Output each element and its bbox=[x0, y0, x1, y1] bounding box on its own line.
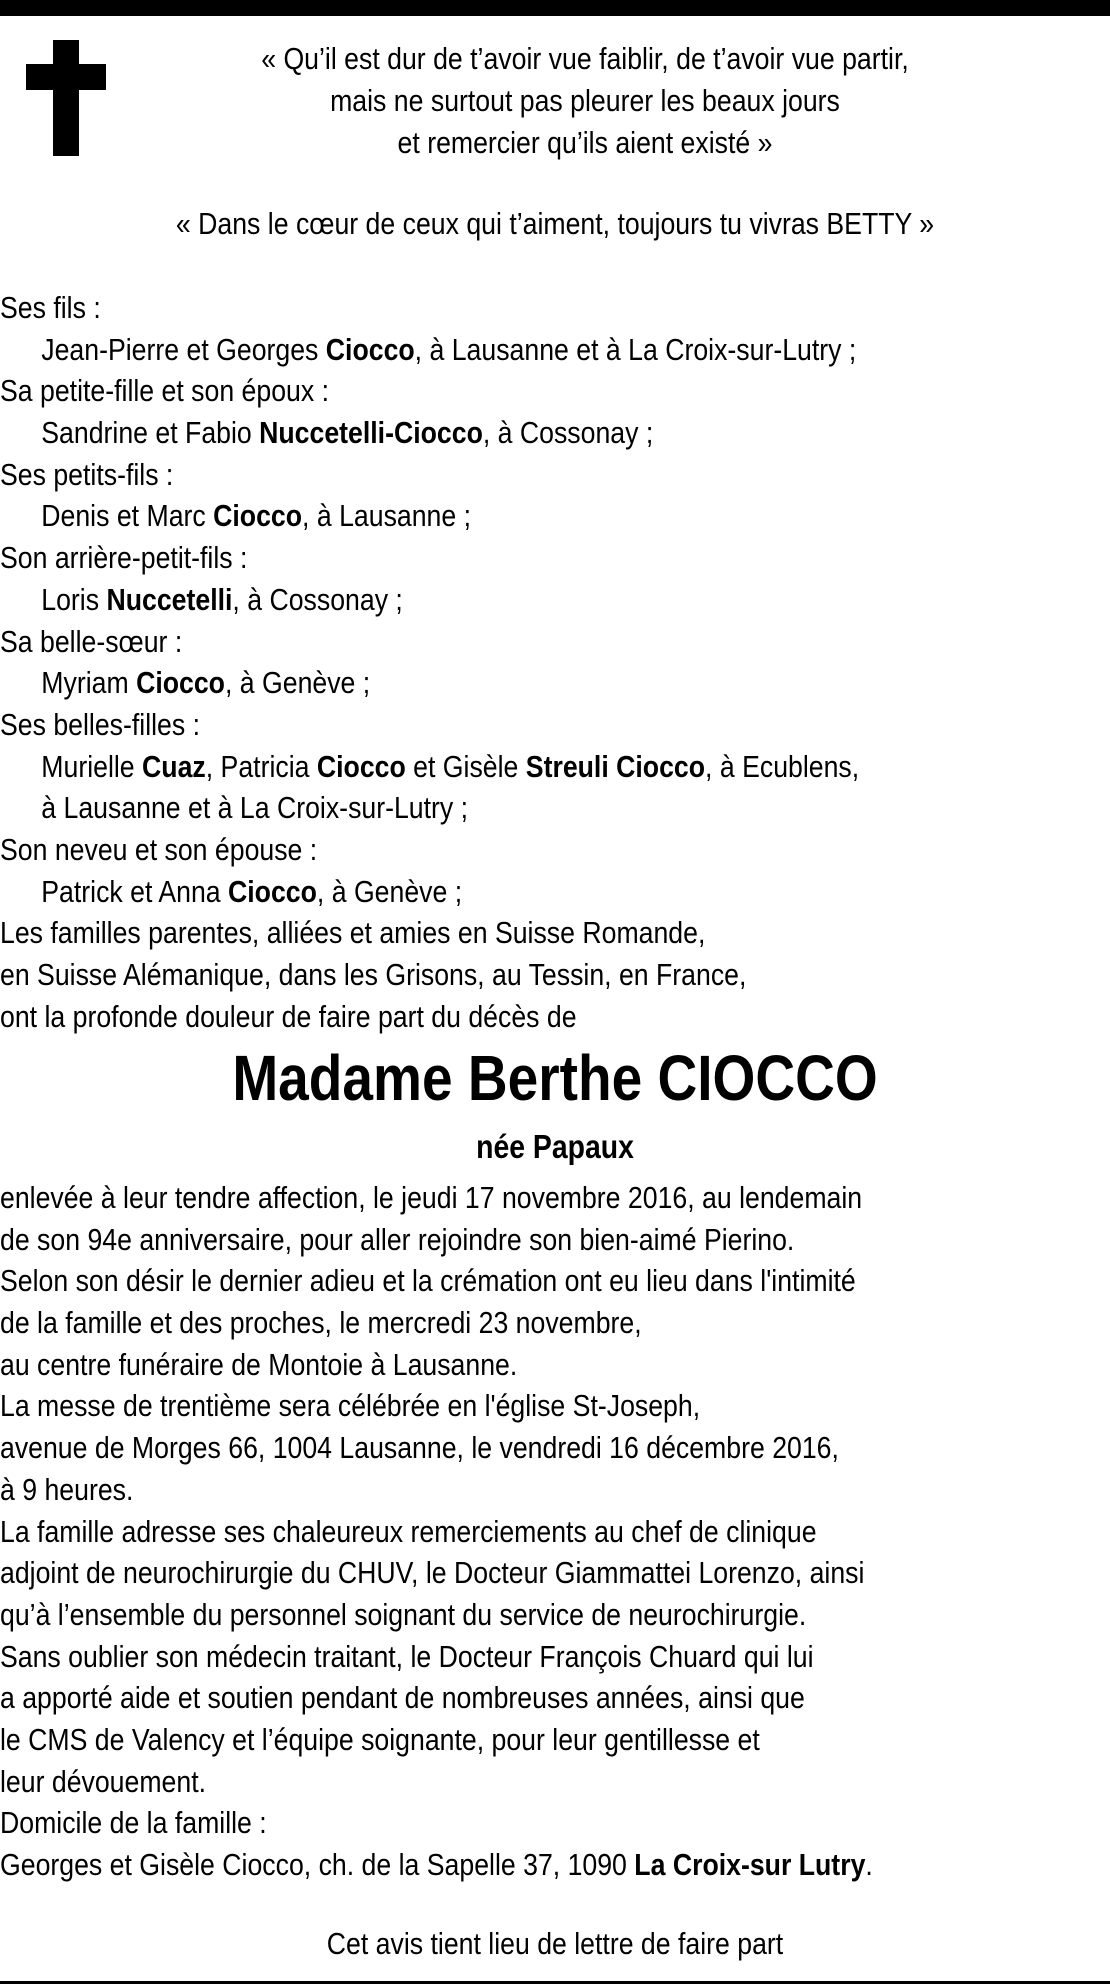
details-line: La messe de trentième sera célébrée en l'église St-Joseph, bbox=[0, 1388, 701, 1424]
greatgrandson-entry: Loris Nuccetelli, à Cossonay ; bbox=[41, 581, 403, 617]
cross-icon bbox=[26, 40, 106, 156]
maiden-name: née Papaux bbox=[476, 1128, 634, 1165]
daughtersinlaw-label: Ses belles-filles : bbox=[0, 706, 201, 742]
details-line: qu’à l’ensemble du personnel soignant du service de neurochirurgie. bbox=[0, 1596, 807, 1632]
daughtersinlaw-entry: Murielle Cuaz, Patricia Ciocco et Gisèle Streuli Ciocco, à Ecublens, bbox=[41, 748, 860, 784]
details-line: leur dévouement. bbox=[0, 1763, 207, 1799]
sisterinlaw-label: Sa belle-sœur : bbox=[0, 623, 183, 659]
details-line: adjoint de neurochirurgie du CHUV, le Docteur Giammattei Lorenzo, ainsi bbox=[0, 1555, 865, 1591]
betty-quote: « Dans le cœur de ceux qui t’aiment, toujours tu vivras BETTY » bbox=[175, 206, 935, 241]
family-list bbox=[0, 287, 1110, 1037]
quote-line: et remercier qu’ils aient existé » bbox=[397, 125, 773, 160]
daughtersinlaw-entry-cont: à Lausanne et à La Croix-sur-Lutry ; bbox=[41, 790, 469, 826]
details-line: Sans oublier son médecin traitant, le Docteur François Chuard qui lui bbox=[0, 1638, 814, 1674]
sons-label: Ses fils : bbox=[0, 290, 101, 325]
grandsons-entry: Denis et Marc Ciocco, à Lausanne ; bbox=[41, 498, 472, 534]
details-line: le CMS de Valency et l’équipe soignante, pour leur gentillesse et bbox=[0, 1721, 760, 1757]
nephew-label: Son neveu et son épouse : bbox=[0, 831, 318, 867]
details-line: à 9 heures. bbox=[0, 1471, 134, 1507]
nephew-entry: Patrick et Anna Ciocco, à Genève ; bbox=[41, 873, 463, 909]
top-border-rule bbox=[0, 0, 1110, 16]
granddaughter-label: Sa petite-fille et son époux : bbox=[0, 373, 330, 409]
details-line: de la famille et des proches, le mercredi 23 novembre, bbox=[0, 1305, 642, 1341]
sisterinlaw-entry: Myriam Ciocco, à Genève ; bbox=[41, 665, 371, 701]
relatives-line: Les familles parentes, alliées et amies en Suisse Romande, bbox=[0, 915, 706, 951]
relatives-line: ont la profonde douleur de faire part du décès de bbox=[0, 998, 577, 1034]
deceased-name: Madame Berthe CIOCCO bbox=[232, 1042, 878, 1114]
details-line: au centre funéraire de Montoie à Lausanne. bbox=[0, 1346, 518, 1382]
quote-line: mais ne surtout pas pleurer les beaux jours bbox=[330, 83, 840, 118]
quote-line: « Qu’il est dur de t’avoir vue faiblir, de t’avoir vue partir, bbox=[261, 41, 909, 76]
details-line: a apporté aide et soutien pendant de nombreuses années, ainsi que bbox=[0, 1680, 805, 1716]
grandsons-label: Ses petits-fils : bbox=[0, 456, 174, 492]
details-line: Selon son désir le dernier adieu et la crémation ont eu lieu dans l'intimité bbox=[0, 1263, 856, 1299]
details-line: Domicile de la famille : bbox=[0, 1805, 267, 1841]
relatives-line: en Suisse Alémanique, dans les Grisons, au Tessin, en France, bbox=[0, 957, 747, 992]
family-address: Georges et Gisèle Ciocco, ch. de la Sapelle 37, 1090 La Croix-sur Lutry. bbox=[0, 1847, 873, 1882]
details-line: enlevée à leur tendre affection, le jeudi 17 novembre 2016, au lendemain bbox=[0, 1180, 863, 1215]
opening-quote bbox=[211, 38, 959, 164]
details-line: de son 94e anniversaire, pour aller rejoindre son bien-aimé Pierino. bbox=[0, 1221, 795, 1257]
details-paragraph bbox=[0, 1177, 1110, 1886]
details-line: La famille adresse ses chaleureux remerciements au chef de clinique bbox=[0, 1513, 817, 1549]
sons-entry: Jean-Pierre et Georges Ciocco, à Lausanne et à La Croix-sur-Lutry ; bbox=[41, 331, 857, 367]
details-line: avenue de Morges 66, 1004 Lausanne, le vendredi 16 décembre 2016, bbox=[0, 1430, 839, 1466]
closing-note: Cet avis tient lieu de lettre de faire part bbox=[326, 1926, 784, 1961]
greatgrandson-label: Son arrière-petit-fils : bbox=[0, 540, 248, 576]
granddaughter-entry: Sandrine et Fabio Nuccetelli-Ciocco, à Cossonay ; bbox=[41, 415, 654, 451]
